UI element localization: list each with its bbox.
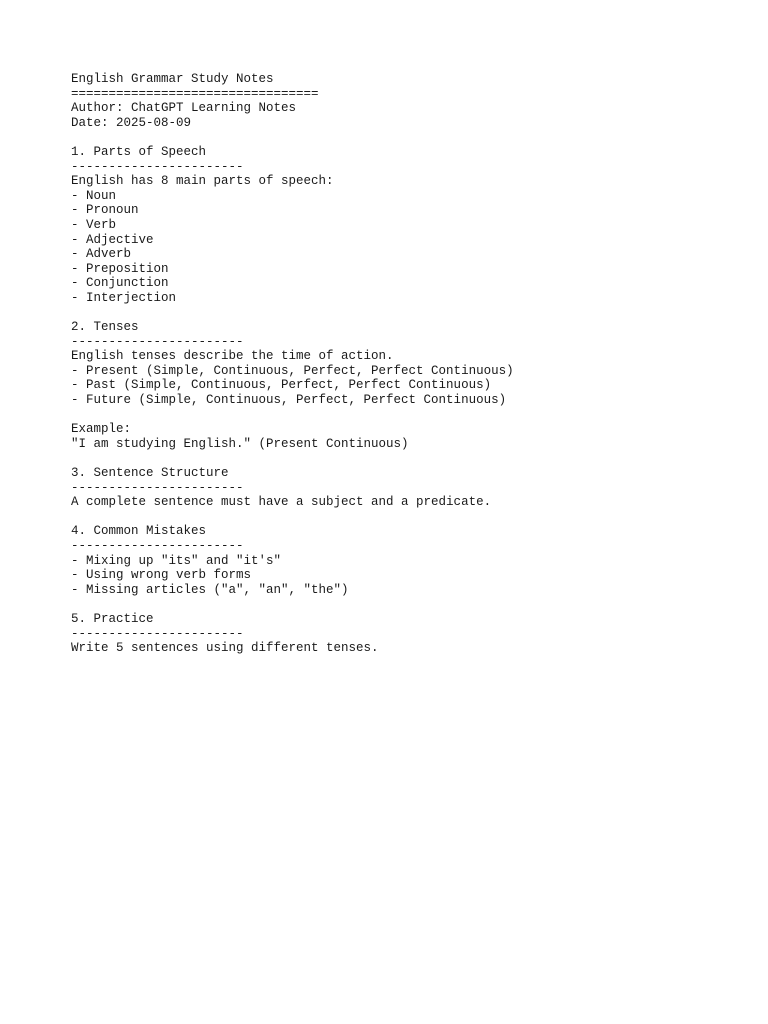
list-item: - Pronoun <box>71 203 139 218</box>
author-line: Author: ChatGPT Learning Notes <box>71 101 297 116</box>
section-heading-common-mistakes: 4. Common Mistakes <box>71 524 207 539</box>
title-underline: ================================= <box>71 86 319 101</box>
section-underline: ----------------------- <box>71 334 244 349</box>
list-item: - Future (Simple, Continuous, Perfect, Perfect Continuous) <box>71 393 507 408</box>
spacer <box>71 408 751 423</box>
list-item: - Conjunction <box>71 276 169 291</box>
section-intro: English tenses describe the time of action. <box>71 349 394 364</box>
section-underline: ----------------------- <box>71 626 244 641</box>
list-item: - Preposition <box>71 261 169 276</box>
list-item: - Verb <box>71 217 117 232</box>
spacer <box>71 306 751 321</box>
spacer <box>71 597 751 612</box>
section-underline: ----------------------- <box>71 539 244 553</box>
list-item: - Interjection <box>71 290 177 305</box>
document-title: English Grammar Study Notes <box>71 72 274 86</box>
list-item: - Present (Simple, Continuous, Perfect, Perfect Continuous) <box>71 363 514 378</box>
section-intro: A complete sentence must have a subject and a predicate. <box>71 495 492 510</box>
list-item: - Adjective <box>71 232 154 247</box>
list-item: - Noun <box>71 188 117 203</box>
list-item: - Mixing up "its" and "it's" <box>71 553 282 568</box>
example-text: "I am studying English." (Present Continuous) <box>71 436 409 451</box>
section-intro: English has 8 main parts of speech: <box>71 174 334 189</box>
spacer <box>71 451 751 466</box>
section-heading-tenses: 2. Tenses <box>71 320 139 335</box>
date-line: Date: 2025-08-09 <box>71 115 192 130</box>
section-underline: ----------------------- <box>71 480 244 495</box>
list-item: - Using wrong verb forms <box>71 568 252 583</box>
spacer <box>71 510 751 525</box>
section-heading-parts-of-speech: 1. Parts of Speech <box>71 144 207 159</box>
list-item: - Adverb <box>71 247 132 262</box>
section-heading-sentence-structure: 3. Sentence Structure <box>71 466 229 481</box>
section-underline: ----------------------- <box>71 159 244 174</box>
spacer <box>71 130 751 145</box>
list-item: - Past (Simple, Continuous, Perfect, Perfect Continuous) <box>71 378 492 393</box>
list-item: - Missing articles ("a", "an", "the") <box>71 582 349 597</box>
document-page <box>71 72 751 656</box>
section-heading-practice: 5. Practice <box>71 611 154 626</box>
section-intro: Write 5 sentences using different tenses. <box>71 641 379 656</box>
example-label: Example: <box>71 422 132 437</box>
